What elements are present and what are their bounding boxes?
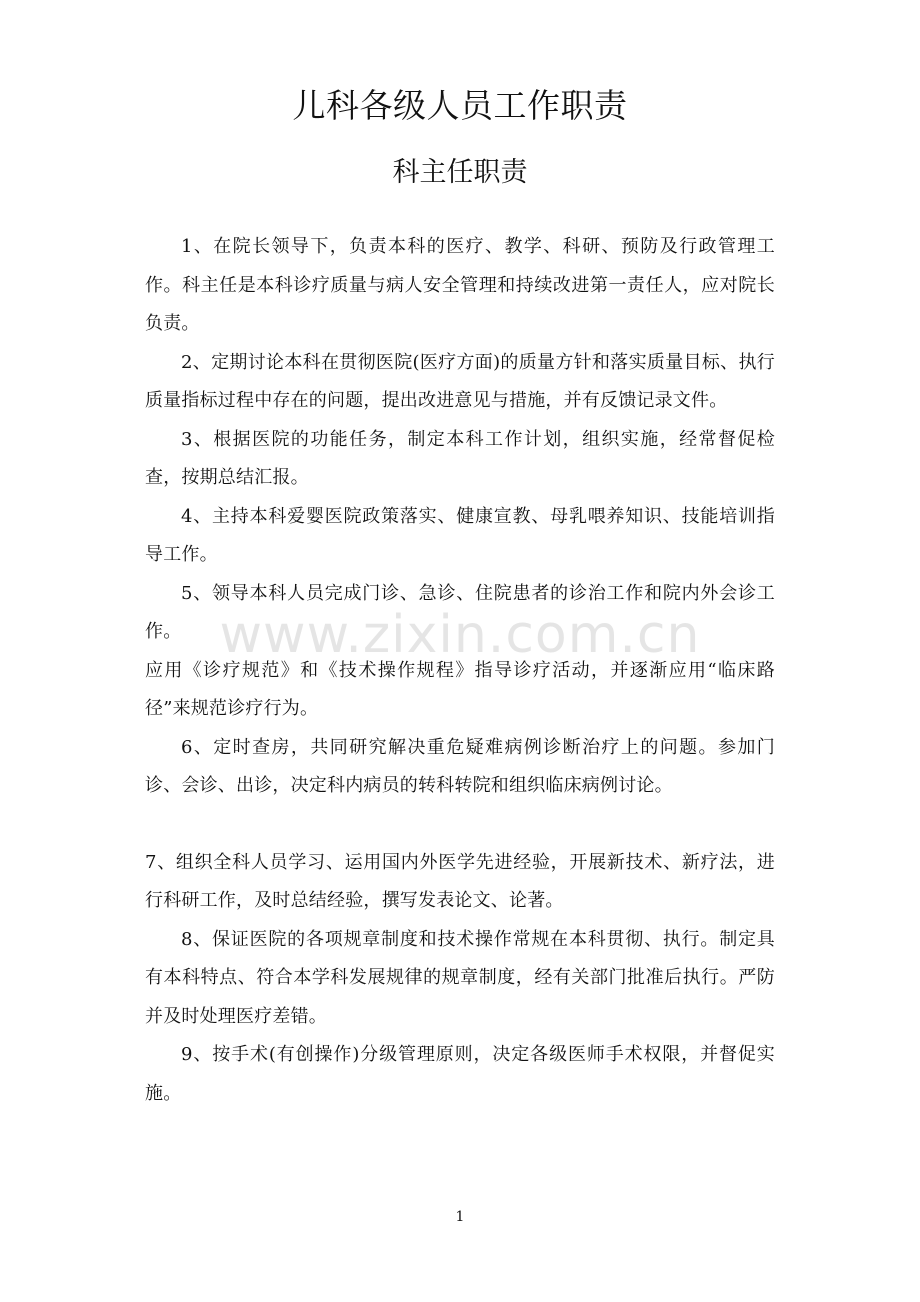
paragraph-8: 8、保证医院的各项规章制度和技术操作常规在本科贯彻、执行。制定具有本科特点、符合本学科发展规律的规章制度，经有关部门批准后执行。严防并及时处理医疗差错。 [145, 928, 775, 1027]
section-heading: 科主任职责 [392, 157, 528, 188]
paragraph-4: 4、主持本科爱婴医院政策落实、健康宣教、母乳喂养知识、技能培训指导工作。 [145, 505, 775, 565]
paragraph-1: 1、在院长领导下，负责本科的医疗、教学、科研、预防及行政管理工作。科主任是本科诊疗质量与病人安全管理和持续改进第一责任人，应对院长负责。 [145, 236, 775, 334]
paragraph-6: 6、定时查房，共同研究解决重危疑难病例诊断治疗上的问题。参加门诊、会诊、出诊，决定科内病员的转科转院和组织临床病例讨论。 [145, 736, 775, 796]
document-title: 儿科各级人员工作职责 [292, 86, 628, 125]
paragraph-3: 3、根据医院的功能任务，制定本科工作计划，组织实施，经常督促检查，按期总结汇报。 [145, 428, 775, 488]
paragraph-9: 9、按手术(有创操作)分级管理原则，决定各级医师手术权限，并督促实施。 [145, 1044, 775, 1104]
paragraph-7: 7、组织全科人员学习、运用国内外医学先进经验，开展新技术、新疗法，进行科研工作，及时总结经验，撰写发表论文、论著。 [145, 851, 775, 911]
paragraph-5-continued: 应用《诊疗规范》和《技术操作规程》指导诊疗活动，并逐渐应用“临床路径”来规范诊疗行为。 [145, 659, 775, 719]
paragraph-gap [145, 806, 775, 844]
page-number: 1 [455, 1209, 465, 1225]
document-body [145, 228, 775, 1113]
paragraph-2: 2、定期讨论本科在贯彻医院(医疗方面)的质量方针和落实质量目标、执行质量指标过程中存在的问题，提出改进意见与措施，并有反馈记录文件。 [145, 351, 775, 411]
watermark: www.zixin.com.cn [219, 605, 701, 665]
paragraph-5: 5、领导本科人员完成门诊、急诊、住院患者的诊治工作和院内外会诊工作。 [145, 582, 775, 642]
